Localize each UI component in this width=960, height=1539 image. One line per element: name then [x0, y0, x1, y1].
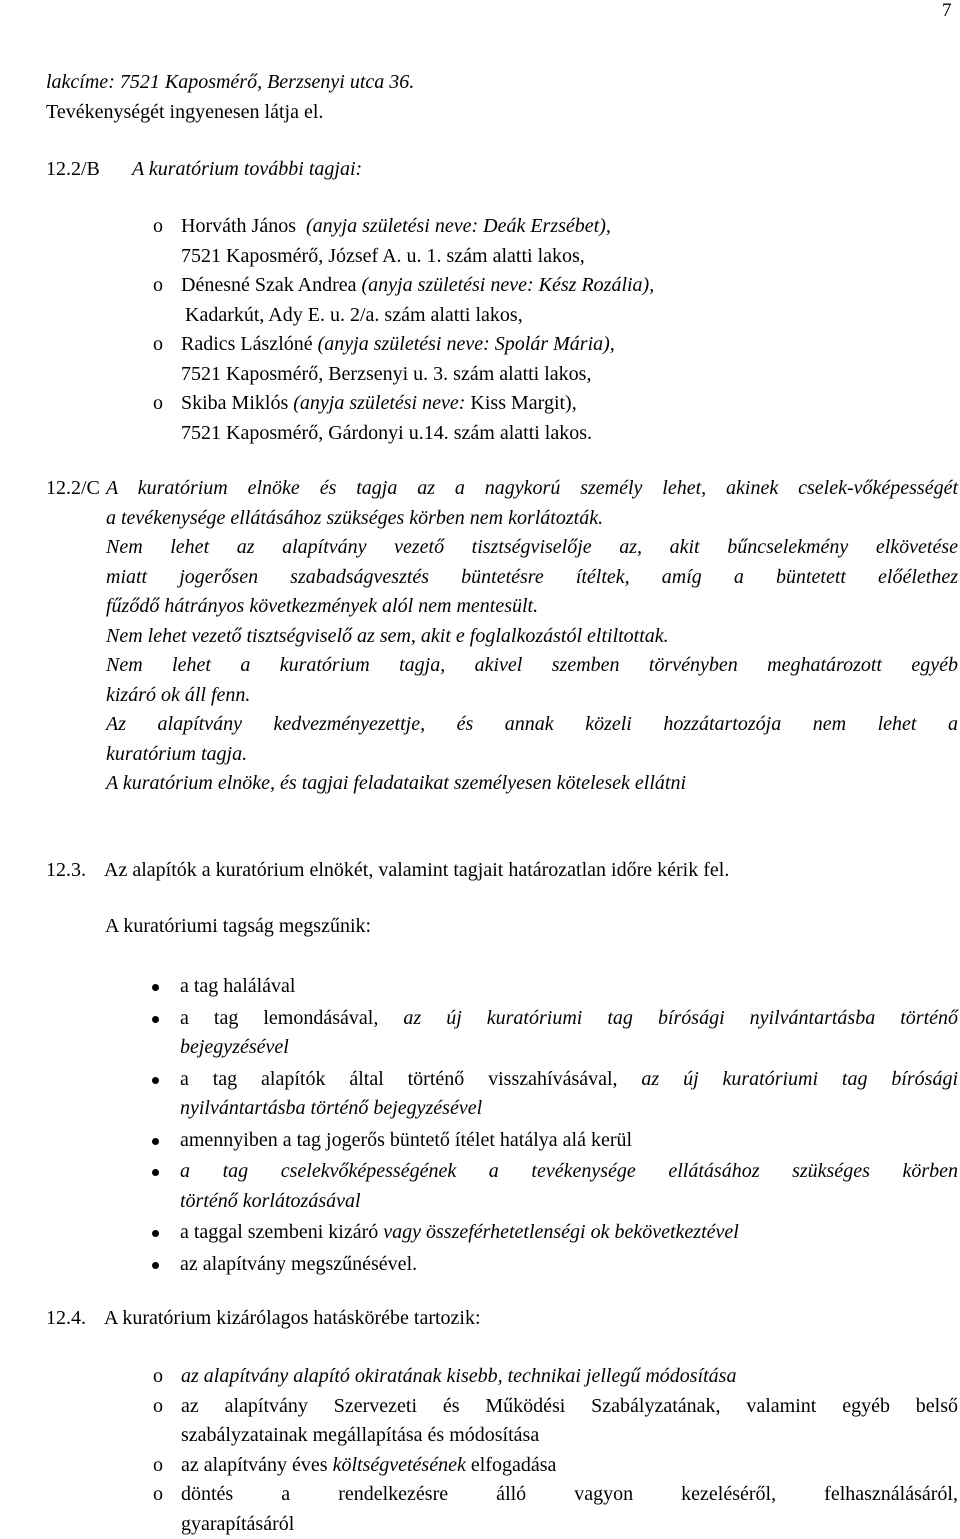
- list-item: [46, 1480, 958, 1539]
- member-name: Dénesné Szak Andrea: [181, 274, 357, 296]
- item-text-italic: az új kuratóriumi tag bírósági nyilvántartásba történő: [403, 1006, 959, 1029]
- bullet-icon: [152, 1262, 159, 1269]
- list-marker: o: [153, 1483, 163, 1505]
- section-text: Az alapítók a kuratórium elnökét, valamint tagjait határozatlan időre kérik fel.: [104, 859, 730, 881]
- list-item: [46, 1126, 958, 1156]
- item-text-italic: költségvetésének: [332, 1453, 466, 1476]
- list-item: [46, 1392, 958, 1451]
- item-text-italic-cont: történő korlátozásával: [180, 1189, 361, 1212]
- paragraph-line: a tevékenysége ellátásához szükséges körben nem korlátozták.: [106, 506, 604, 529]
- bullet-icon: [152, 1016, 159, 1023]
- section-number: 12.3.: [46, 859, 86, 881]
- list-item: [46, 389, 946, 448]
- section-number: 12.2/B: [46, 158, 100, 180]
- member-name: Skiba Miklós: [181, 392, 289, 414]
- member-name: Radics Lászlóné: [181, 333, 313, 355]
- item-text: a taggal szembeni kizáró: [180, 1221, 379, 1243]
- member-address: 7521 Kaposmérő, József A. u. 1. szám alatti lakos,: [181, 244, 585, 267]
- list-item: [46, 1250, 958, 1280]
- section-12-3: [46, 856, 729, 886]
- member-mother: (anyja születési neve: Kész Rozália),: [361, 274, 655, 296]
- member-address: 7521 Kaposmérő, Berzsenyi u. 3. szám alatti lakos,: [181, 362, 592, 385]
- membership-end-list: [46, 972, 958, 1279]
- member-mother: (anyja születési neve:: [293, 392, 466, 414]
- member-name: Horváth János: [181, 215, 296, 237]
- item-text-italic-cont: bejegyzésével: [180, 1036, 289, 1058]
- item-text: a tag halálával: [180, 975, 296, 997]
- member-address: 7521 Kaposmérő, Gárdonyi u.14. szám alatti lakos.: [181, 421, 593, 444]
- item-text: elfogadása: [470, 1453, 557, 1476]
- item-text: az alapítvány megszűnésével.: [180, 1252, 418, 1275]
- list-marker: o: [153, 1453, 163, 1476]
- paragraph-line: Nem lehet a kuratórium tagja, akivel szemben törvényben meghatározott egyéb: [106, 654, 958, 676]
- paragraph-line: A kuratórium elnöke és tagja az a nagykorú személy lehet, akinek cselek-vőképességét: [106, 477, 958, 499]
- list-marker: o: [153, 392, 163, 414]
- member-mother: (anyja születési neve: Deák Erzsébet),: [305, 215, 611, 237]
- intro-address-line: lakcíme: 7521 Kaposmérő, Berzsenyi utca 36.: [46, 71, 415, 93]
- board-members-list: [46, 212, 946, 448]
- item-text: döntés a rendelkezésre álló vagyon kezeléséről, felhasználásáról,: [181, 1483, 958, 1505]
- paragraph-line: Nem lehet az alapítvány vezető tisztségviselője az, akit bűncselekmény elkövetése: [106, 536, 958, 558]
- section-title: A kuratórium további tagjai:: [132, 158, 363, 180]
- item-text: a tag lemondásával,: [180, 1006, 379, 1029]
- list-item: [46, 1004, 958, 1063]
- bullet-icon: [152, 1077, 159, 1084]
- item-text-cont: szabályzatainak megállapítása és módosítása: [181, 1424, 540, 1446]
- membership-end-heading: A kuratóriumi tagság megszűnik:: [105, 915, 372, 937]
- item-text: a tag alapítók által történő visszahívásával,: [180, 1067, 618, 1090]
- bullet-icon: [152, 1230, 159, 1237]
- item-text: az alapítvány alapító okiratának kisebb, technikai jellegű módosítása: [181, 1365, 737, 1387]
- section-number: 12.4.: [46, 1307, 86, 1329]
- list-item: [46, 1157, 958, 1216]
- list-item: [46, 1218, 958, 1248]
- section-number: 12.2/C: [46, 477, 100, 499]
- list-marker: o: [153, 1394, 163, 1417]
- section-title: A kuratórium kizárólagos hatáskörébe tartozik:: [104, 1307, 481, 1329]
- member-address: Kadarkút, Ady E. u. 2/a. szám alatti lakos,: [185, 303, 523, 326]
- paragraph-line: kuratórium tagja.: [106, 742, 248, 765]
- bullet-icon: [152, 1138, 159, 1145]
- bullet-icon: [152, 1169, 159, 1176]
- section-12-2c: [46, 474, 958, 799]
- list-item: [46, 271, 946, 330]
- list-marker: o: [153, 274, 163, 296]
- list-marker: o: [153, 333, 163, 355]
- list-item: [46, 212, 946, 271]
- list-item: [46, 1451, 958, 1481]
- exclusive-powers-list: [46, 1362, 958, 1539]
- member-mother: (anyja születési neve: Spolár Mária),: [317, 333, 615, 355]
- paragraph-line: Az alapítvány kedvezményezettje, és annak közeli hozzátartozója nem lehet a: [106, 713, 958, 735]
- item-text: amennyiben a tag jogerős büntető ítélet hatálya alá kerül: [180, 1128, 633, 1151]
- paragraph-line: kizáró ok áll fenn.: [106, 683, 251, 706]
- intro-free-service-line: Tevékenységét ingyenesen látja el.: [46, 101, 324, 123]
- list-item: [46, 972, 958, 1002]
- item-text-italic: vagy összeférhetetlenségi ok bekövetkeztével: [383, 1221, 739, 1243]
- paragraph-line: fűződő hátrányos következmények alól nem mentesült.: [106, 595, 539, 617]
- section-12-4-heading: [46, 1304, 481, 1334]
- paragraph-line: miatt jogerősen szabadságvesztés büntetésre ítéltek, amíg a büntetett előélethez: [106, 565, 958, 588]
- paragraph-line: Nem lehet vezető tisztségviselő az sem, akit e foglalkozástól eltiltottak.: [106, 624, 669, 647]
- page-number: 7: [942, 0, 952, 21]
- member-mother-name: Kiss Margit),: [470, 392, 577, 414]
- item-text-cont: gyarapításáról: [181, 1512, 295, 1535]
- list-item: [46, 1065, 958, 1124]
- list-item: [46, 330, 946, 389]
- bullet-icon: [152, 984, 159, 991]
- list-marker: o: [153, 1365, 163, 1387]
- item-text: az alapítvány Szervezeti és Működési Szabályzatának, valamint egyéb belső: [181, 1394, 958, 1417]
- item-text-italic-cont: nyilvántartásba történő bejegyzésével: [180, 1097, 483, 1119]
- item-text: az alapítvány éves: [181, 1453, 328, 1476]
- section-12-2b-heading: [46, 155, 362, 185]
- list-item: [46, 1362, 958, 1392]
- paragraph-line: A kuratórium elnöke, és tagjai feladataikat személyesen kötelesek ellátni: [106, 772, 687, 794]
- list-marker: o: [153, 215, 163, 237]
- item-text-italic: a tag cselekvőképességének a tevékenysége ellátásához szükséges körben: [180, 1160, 958, 1182]
- item-text-italic: az új kuratóriumi tag bírósági: [641, 1067, 959, 1090]
